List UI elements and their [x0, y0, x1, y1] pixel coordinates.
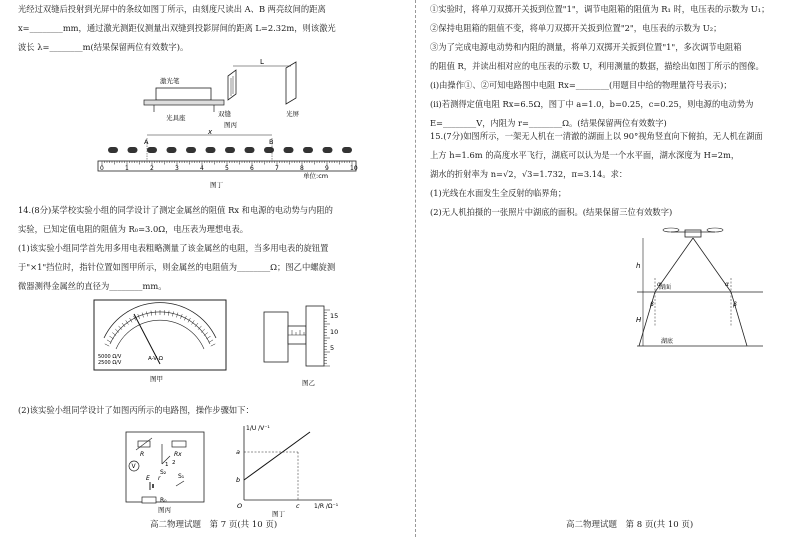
label-A: A	[144, 138, 149, 146]
angle-alpha: α	[657, 281, 661, 288]
text-line: (ⅱ)若测得定值电阻 Rx=6.5Ω，图丁中 a=1.0，b=0.25，c=0.25，则电源的电动势为	[430, 99, 754, 109]
figure-yi-micrometer	[262, 302, 382, 387]
text-line: (ⅰ)由操作①、②可知电路图中电阻 Rx=________(用题目中给的物理量符号表示)；	[430, 80, 732, 90]
q14-line: (1)该实验小组同学首先用多用电表粗略测量了该金属丝的电阻，当多用电表的旋钮置	[18, 243, 329, 253]
thimble-label: 15	[330, 312, 339, 320]
fringe-band	[225, 147, 235, 153]
angle-beta: β	[733, 301, 737, 308]
label-L: L	[260, 58, 264, 66]
figure-jia-multimeter	[94, 300, 229, 385]
label-5000: 5000 Ω/V	[98, 354, 122, 360]
laser-pointer	[156, 88, 211, 100]
ruler-tick-label: 0	[100, 165, 104, 172]
figure-graph	[232, 422, 342, 518]
q15-line: 上方 h=1.6m 的高度水平飞行，湖底可以认为是一个水平面，湖水深度为 H=2m，	[430, 150, 740, 160]
fringe-band	[186, 147, 196, 153]
ruler-tick-label: 9	[325, 165, 329, 172]
fringe-band	[342, 147, 352, 153]
label-1: 1	[165, 462, 169, 468]
text-line: 波长 λ=________m(结果保留两位有效数字)。	[18, 42, 189, 52]
ruler-unit: 单位:cm	[303, 172, 329, 180]
q14-line: 微器测得金属丝的直径为________mm。	[18, 281, 167, 291]
optical-bench	[144, 100, 224, 105]
label-R: R	[140, 451, 145, 458]
ruler-tick-label: 5	[225, 165, 229, 172]
label-2500: 2500 Ω/V	[98, 360, 122, 366]
double-slit	[228, 70, 236, 100]
text-line: x=________mm，通过激光测距仪测量出双缝到投影屏间的距离 L=2.32m，则该激光	[18, 23, 336, 33]
footer-left: 高二物理试题 第 7 页(共 10 页)	[150, 520, 278, 530]
footer-right: 高二物理试题 第 8 页(共 10 页)	[566, 520, 694, 530]
caption-bing: 图丙	[224, 121, 237, 129]
label-lake-surface: 湖面	[659, 284, 672, 291]
q15-line: 湖水的折射率为 n=√2，√3=1.732，π=3.14。求：	[430, 169, 628, 179]
label-bench: 光具座	[166, 114, 186, 122]
caption-jia: 图甲	[150, 375, 163, 383]
label-h: h	[636, 262, 641, 270]
fringe-pattern	[108, 147, 352, 153]
fringe-band	[264, 147, 274, 153]
fringe-band	[323, 147, 333, 153]
text-line: ①实验时，将单刀双掷开关扳到位置"1"，调节电阻箱的阻值为 R₁ 时，电压表的示数为 U₁；	[430, 4, 770, 14]
label-avo: A-V-Ω	[148, 356, 163, 362]
label-Rx: Rx	[174, 451, 182, 458]
resistor-Rx	[172, 441, 186, 447]
screen	[286, 62, 296, 104]
text-line: 光经过双缝后投射到光屏中的条纹如图丁所示，由刻度尺读出 A、B 两亮纹间的距离	[18, 4, 326, 14]
caption-ding: 图丁	[210, 181, 223, 189]
thimble	[306, 306, 324, 366]
x-axis-label: 1/R /Ω⁻¹	[314, 503, 339, 510]
caption-graph: 图丁	[272, 510, 285, 518]
label-lake-bottom: 湖底	[661, 338, 674, 345]
page-divider	[415, 0, 416, 537]
text-line: 的阻值 R，并读出相对应的电压表的示数 U，利用测量的数据，描绘出如图丁所示的图像。	[430, 61, 764, 71]
thimble-label: 10	[330, 328, 339, 336]
q14-line: 于"×1"挡位时，指针位置如图甲所示，则金属丝的电阻值为________Ω；图乙中螺旋测	[18, 262, 336, 272]
ruler-tick-label: 6	[250, 165, 254, 172]
figure-circuit	[122, 428, 212, 513]
label-screen: 光屏	[286, 110, 299, 118]
q15-line: (2)无人机拍摄的一张照片中湖底的面积。(结果保留三位有效数字)	[430, 207, 673, 217]
label-B: B	[269, 138, 274, 146]
label-E: E	[146, 475, 150, 482]
text-line: E=________V，内阻为 r=________Ω。(结果保留两位有效数字)	[430, 118, 667, 128]
ruler-tick-label: 10	[350, 165, 358, 172]
label-a: a	[236, 448, 240, 456]
label-S1: S₁	[178, 473, 185, 480]
ruler-tick-label: 1	[125, 165, 129, 172]
label-S2: S₂	[160, 469, 167, 476]
fringe-band	[147, 147, 157, 153]
ruler-tick-label: 8	[300, 165, 304, 172]
y-axis-label: 1/U /V⁻¹	[246, 425, 270, 432]
label-slit: 双缝	[218, 110, 231, 118]
angle-beta: β	[650, 301, 654, 308]
label-r: r	[158, 475, 161, 482]
fringe-band	[206, 147, 216, 153]
resistor-R0	[142, 497, 156, 503]
switch-S1	[176, 481, 184, 486]
label-b: b	[236, 476, 241, 484]
caption-circuit: 图丙	[158, 506, 171, 514]
q14-line: 14.(8分)某学校实验小组的同学设计了测定金属丝的阻值 Rx 和电源的电动势与内阻的	[18, 205, 333, 215]
q14-part2: (2)该实验小组同学设计了如图丙所示的电路图，操作步骤如下：	[18, 405, 254, 415]
label-laser: 激光笔	[160, 77, 180, 85]
label-x: x	[208, 128, 213, 136]
label-2: 2	[172, 460, 176, 466]
q15-line: (1)光线在水面发生全反射的临界角；	[430, 188, 567, 198]
ruler-tick-label: 2	[150, 165, 154, 172]
q14-line: 实验，已知定值电阻的阻值为 R₀=3.0Ω，电压表为理想电表。	[18, 224, 249, 234]
text-line: ②保持电阻箱的阻值不变，将单刀双掷开关扳到位置"2"，电压表的示数为 U₂；	[430, 23, 722, 33]
text-line: ③为了完成电源电动势和内阻的测量，将单刀双掷开关扳到位置"1"，多次调节电阻箱	[430, 42, 742, 52]
ruler-tick-label: 7	[275, 165, 279, 172]
label-c: c	[296, 502, 300, 510]
thimble-label: 5	[330, 344, 335, 352]
ruler-tick-label: 4	[200, 165, 204, 172]
fringe-band	[167, 147, 177, 153]
fringe-band	[303, 147, 313, 153]
label-O: O	[237, 502, 243, 510]
drone-icon	[663, 228, 723, 237]
data-line	[244, 432, 310, 480]
ruler-tick-label: 3	[175, 165, 179, 172]
angle-alpha: α	[725, 281, 729, 288]
caption-yi: 图乙	[302, 379, 315, 387]
q15-line: 15.(7分)如图所示，一架无人机在一清澈的湖面上以 90°视角竖直向下俯拍，无人机在湖面	[430, 131, 763, 141]
label-H: H	[636, 316, 642, 324]
fringe-band	[128, 147, 138, 153]
label-V: V	[131, 463, 136, 470]
figure-bing-apparatus	[136, 58, 336, 128]
fringe-band	[284, 147, 294, 153]
figure-drone	[635, 226, 765, 361]
fringe-band	[108, 147, 118, 153]
label-R0: R₀	[160, 497, 167, 504]
fringe-band	[245, 147, 255, 153]
figure-ding-ruler	[98, 130, 358, 188]
